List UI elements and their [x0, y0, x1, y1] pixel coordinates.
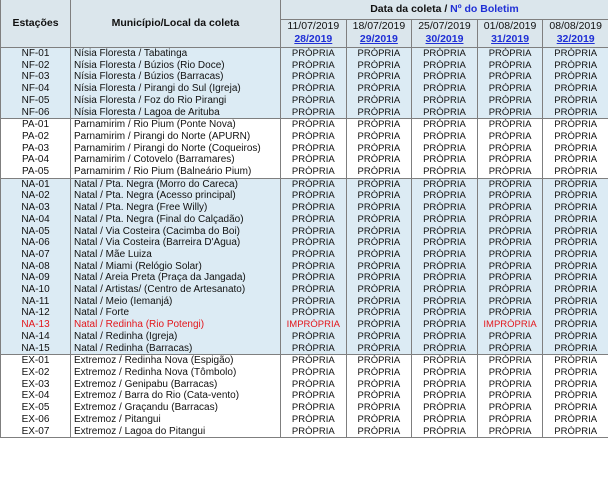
collection-location: Parnamirim / Rio Pium (Ponte Nova)	[71, 119, 281, 131]
status-cell: PRÓPRIA	[412, 343, 478, 355]
status-cell: PRÓPRIA	[543, 426, 608, 438]
status-cell: PRÓPRIA	[477, 237, 543, 249]
collection-location: Natal / Miami (Relógio Solar)	[71, 261, 281, 273]
table-row	[1, 414, 608, 426]
status-cell: PRÓPRIA	[543, 131, 608, 143]
status-cell: PRÓPRIA	[412, 426, 478, 438]
table-row	[1, 379, 608, 391]
status-cell: PRÓPRIA	[346, 390, 412, 402]
collection-location: Natal / Via Costeira (Barreira D'Água)	[71, 237, 281, 249]
table-row	[1, 237, 608, 249]
station-code: NA-10	[1, 284, 71, 296]
status-cell: PRÓPRIA	[346, 343, 412, 355]
status-cell: PRÓPRIA	[477, 48, 543, 60]
status-cell: PRÓPRIA	[477, 143, 543, 155]
table-row	[1, 402, 608, 414]
status-cell: PRÓPRIA	[346, 331, 412, 343]
status-cell: PRÓPRIA	[543, 60, 608, 72]
status-cell: PRÓPRIA	[346, 284, 412, 296]
date-label: Data da coleta /	[370, 2, 448, 15]
status-cell: PRÓPRIA	[477, 190, 543, 202]
collection-location: Parnamirim / Cotovelo (Barramares)	[71, 154, 281, 166]
status-cell: PRÓPRIA	[543, 390, 608, 402]
status-cell: PRÓPRIA	[543, 237, 608, 249]
status-cell: PRÓPRIA	[412, 367, 478, 379]
status-cell: PRÓPRIA	[412, 214, 478, 226]
status-cell: PRÓPRIA	[281, 284, 347, 296]
status-cell: PRÓPRIA	[412, 60, 478, 72]
status-cell: IMPRÓPRIA	[477, 319, 543, 331]
status-cell: PRÓPRIA	[346, 119, 412, 131]
status-cell: PRÓPRIA	[281, 307, 347, 319]
collection-location: Nísia Floresta / Tabatinga	[71, 48, 281, 60]
status-cell: PRÓPRIA	[543, 143, 608, 155]
status-cell: PRÓPRIA	[543, 414, 608, 426]
station-code: EX-02	[1, 367, 71, 379]
status-cell: PRÓPRIA	[346, 190, 412, 202]
table-row	[1, 249, 608, 261]
status-cell: PRÓPRIA	[281, 143, 347, 155]
status-cell: PRÓPRIA	[543, 95, 608, 107]
status-cell: PRÓPRIA	[412, 178, 478, 190]
status-cell: PRÓPRIA	[346, 48, 412, 60]
status-cell: PRÓPRIA	[412, 190, 478, 202]
status-cell: PRÓPRIA	[281, 261, 347, 273]
status-cell: PRÓPRIA	[543, 379, 608, 391]
status-cell: PRÓPRIA	[281, 202, 347, 214]
status-cell: PRÓPRIA	[412, 131, 478, 143]
station-code: PA-04	[1, 154, 71, 166]
table-row	[1, 355, 608, 367]
collection-location: Natal / Redinha (Igreja)	[71, 331, 281, 343]
table-row	[1, 331, 608, 343]
status-cell: PRÓPRIA	[281, 331, 347, 343]
table-row	[1, 390, 608, 402]
status-cell: PRÓPRIA	[346, 95, 412, 107]
status-cell: PRÓPRIA	[543, 154, 608, 166]
status-cell: PRÓPRIA	[346, 214, 412, 226]
table-row	[1, 226, 608, 238]
municipality-header: Município/Local da coleta	[71, 0, 281, 48]
status-cell: PRÓPRIA	[346, 83, 412, 95]
status-cell: PRÓPRIA	[412, 154, 478, 166]
collection-location: Natal / Areia Preta (Praça da Jangada)	[71, 272, 281, 284]
status-cell: PRÓPRIA	[543, 272, 608, 284]
status-cell: PRÓPRIA	[412, 261, 478, 273]
status-cell: PRÓPRIA	[346, 143, 412, 155]
status-cell: PRÓPRIA	[281, 119, 347, 131]
bulletin-link-2[interactable]: 29/2019	[346, 33, 412, 47]
status-cell: PRÓPRIA	[346, 131, 412, 143]
status-cell: PRÓPRIA	[281, 154, 347, 166]
collection-location: Extremoz / Pitangui	[71, 414, 281, 426]
status-cell: PRÓPRIA	[412, 272, 478, 284]
status-cell: PRÓPRIA	[281, 166, 347, 178]
collection-location: Natal / Pta. Negra (Morro do Careca)	[71, 178, 281, 190]
status-cell: PRÓPRIA	[477, 414, 543, 426]
status-cell: PRÓPRIA	[477, 426, 543, 438]
table-row	[1, 154, 608, 166]
bulletin-link-3[interactable]: 30/2019	[412, 33, 478, 47]
status-cell: PRÓPRIA	[543, 249, 608, 261]
status-cell: PRÓPRIA	[281, 367, 347, 379]
station-code: PA-03	[1, 143, 71, 155]
status-cell: PRÓPRIA	[412, 296, 478, 308]
status-cell: PRÓPRIA	[477, 296, 543, 308]
status-cell: PRÓPRIA	[477, 390, 543, 402]
status-cell: PRÓPRIA	[543, 214, 608, 226]
table-row	[1, 71, 608, 83]
station-code: NA-04	[1, 214, 71, 226]
station-code: NA-01	[1, 178, 71, 190]
status-cell: PRÓPRIA	[346, 166, 412, 178]
table-row	[1, 166, 608, 178]
status-cell: PRÓPRIA	[346, 414, 412, 426]
status-cell: PRÓPRIA	[346, 272, 412, 284]
status-cell: PRÓPRIA	[477, 249, 543, 261]
status-cell: PRÓPRIA	[346, 226, 412, 238]
status-cell: PRÓPRIA	[543, 319, 608, 331]
bulletin-label: Nº do Boletim	[450, 2, 519, 15]
collection-location: Extremoz / Lagoa do Pitangui	[71, 426, 281, 438]
station-code: PA-01	[1, 119, 71, 131]
status-cell: PRÓPRIA	[281, 249, 347, 261]
collection-location: Parnamirim / Pirangi do Norte (Coqueiros)	[71, 143, 281, 155]
status-cell: PRÓPRIA	[477, 402, 543, 414]
status-cell: PRÓPRIA	[346, 237, 412, 249]
status-cell: PRÓPRIA	[281, 414, 347, 426]
status-cell: PRÓPRIA	[412, 355, 478, 367]
status-cell: PRÓPRIA	[412, 119, 478, 131]
bulletin-link-1[interactable]: 28/2019	[281, 33, 347, 47]
table-row	[1, 119, 608, 131]
status-cell: PRÓPRIA	[281, 131, 347, 143]
status-cell: PRÓPRIA	[281, 272, 347, 284]
status-cell: PRÓPRIA	[346, 426, 412, 438]
station-code: NF-06	[1, 107, 71, 119]
table-row	[1, 296, 608, 308]
status-cell: PRÓPRIA	[346, 178, 412, 190]
status-cell: PRÓPRIA	[281, 60, 347, 72]
status-cell: PRÓPRIA	[477, 214, 543, 226]
status-cell: PRÓPRIA	[477, 83, 543, 95]
status-cell: PRÓPRIA	[543, 166, 608, 178]
status-cell: PRÓPRIA	[543, 119, 608, 131]
date-header-4: 01/08/2019	[477, 19, 543, 33]
station-code: EX-07	[1, 426, 71, 438]
station-code: PA-05	[1, 166, 71, 178]
station-code: EX-01	[1, 355, 71, 367]
status-cell: PRÓPRIA	[346, 296, 412, 308]
station-code: NA-12	[1, 307, 71, 319]
status-cell: PRÓPRIA	[412, 390, 478, 402]
status-cell: PRÓPRIA	[281, 379, 347, 391]
date-header-3: 25/07/2019	[412, 19, 478, 33]
status-cell: PRÓPRIA	[281, 390, 347, 402]
status-cell: PRÓPRIA	[412, 95, 478, 107]
station-code: NA-07	[1, 249, 71, 261]
status-cell: PRÓPRIA	[543, 226, 608, 238]
station-code: EX-05	[1, 402, 71, 414]
status-cell: PRÓPRIA	[412, 307, 478, 319]
status-cell: PRÓPRIA	[346, 367, 412, 379]
status-cell: PRÓPRIA	[543, 367, 608, 379]
table-body	[1, 48, 608, 438]
status-cell: PRÓPRIA	[543, 296, 608, 308]
status-cell: PRÓPRIA	[346, 402, 412, 414]
status-cell: PRÓPRIA	[543, 261, 608, 273]
station-code: NA-13	[1, 319, 71, 331]
collection-location: Extremoz / Redinha Nova (Tômbolo)	[71, 367, 281, 379]
status-cell: PRÓPRIA	[346, 261, 412, 273]
status-cell: PRÓPRIA	[346, 60, 412, 72]
status-cell: PRÓPRIA	[412, 414, 478, 426]
status-cell: PRÓPRIA	[346, 202, 412, 214]
stations-header: Estações	[1, 0, 71, 48]
status-cell: PRÓPRIA	[543, 48, 608, 60]
collection-location: Natal / Redinha (Barracas)	[71, 343, 281, 355]
status-cell: PRÓPRIA	[281, 83, 347, 95]
collection-location: Nísia Floresta / Búzios (Rio Doce)	[71, 60, 281, 72]
status-cell: PRÓPRIA	[412, 402, 478, 414]
status-cell: PRÓPRIA	[477, 166, 543, 178]
status-cell: PRÓPRIA	[543, 107, 608, 119]
status-cell: PRÓPRIA	[477, 131, 543, 143]
station-code: PA-02	[1, 131, 71, 143]
collection-location: Extremoz / Barra do Rio (Cata-vento)	[71, 390, 281, 402]
status-cell: PRÓPRIA	[412, 249, 478, 261]
collection-location: Parnamirim / Rio Pium (Balneário Pium)	[71, 166, 281, 178]
date-header-5: 08/08/2019	[543, 19, 608, 33]
status-cell: IMPRÓPRIA	[281, 319, 347, 331]
table-row	[1, 143, 608, 155]
status-cell: PRÓPRIA	[346, 307, 412, 319]
station-code: NA-15	[1, 343, 71, 355]
status-cell: PRÓPRIA	[281, 71, 347, 83]
table-row	[1, 319, 608, 331]
table-row	[1, 261, 608, 273]
station-code: NA-03	[1, 202, 71, 214]
status-cell: PRÓPRIA	[477, 307, 543, 319]
collection-location: Extremoz / Graçandu (Barracas)	[71, 402, 281, 414]
status-cell: PRÓPRIA	[543, 355, 608, 367]
table-row	[1, 426, 608, 438]
collection-location: Parnamirim / Pirangi do Norte (APURN)	[71, 131, 281, 143]
status-cell: PRÓPRIA	[543, 71, 608, 83]
status-cell: PRÓPRIA	[281, 226, 347, 238]
collection-location: Extremoz / Genipabu (Barracas)	[71, 379, 281, 391]
status-cell: PRÓPRIA	[477, 226, 543, 238]
table-row	[1, 284, 608, 296]
status-cell: PRÓPRIA	[412, 48, 478, 60]
status-cell: PRÓPRIA	[543, 178, 608, 190]
status-cell: PRÓPRIA	[346, 249, 412, 261]
table-row	[1, 178, 608, 190]
status-cell: PRÓPRIA	[281, 237, 347, 249]
station-code: EX-03	[1, 379, 71, 391]
table-row	[1, 107, 608, 119]
status-cell: PRÓPRIA	[477, 284, 543, 296]
station-code: NA-08	[1, 261, 71, 273]
status-cell: PRÓPRIA	[281, 178, 347, 190]
status-cell: PRÓPRIA	[477, 272, 543, 284]
collection-location: Natal / Artistas/ (Centro de Artesanato)	[71, 284, 281, 296]
status-cell: PRÓPRIA	[543, 331, 608, 343]
status-cell: PRÓPRIA	[412, 226, 478, 238]
collection-location: Nísia Floresta / Búzios (Barracas)	[71, 71, 281, 83]
status-cell: PRÓPRIA	[543, 343, 608, 355]
status-cell: PRÓPRIA	[346, 154, 412, 166]
station-code: NA-09	[1, 272, 71, 284]
status-cell: PRÓPRIA	[477, 331, 543, 343]
station-code: EX-04	[1, 390, 71, 402]
station-code: NA-05	[1, 226, 71, 238]
status-cell: PRÓPRIA	[477, 261, 543, 273]
status-cell: PRÓPRIA	[281, 95, 347, 107]
station-code: NA-14	[1, 331, 71, 343]
status-cell: PRÓPRIA	[412, 202, 478, 214]
collection-location: Natal / Pta. Negra (Final do Calçadão)	[71, 214, 281, 226]
bulletin-link-4[interactable]: 31/2019	[477, 33, 543, 47]
status-cell: PRÓPRIA	[281, 343, 347, 355]
station-code: NA-11	[1, 296, 71, 308]
status-cell: PRÓPRIA	[281, 402, 347, 414]
status-cell: PRÓPRIA	[412, 83, 478, 95]
status-cell: PRÓPRIA	[543, 202, 608, 214]
status-cell: PRÓPRIA	[477, 355, 543, 367]
collection-location: Natal / Forte	[71, 307, 281, 319]
status-cell: PRÓPRIA	[412, 331, 478, 343]
collection-location: Nísia Floresta / Lagoa de Arituba	[71, 107, 281, 119]
collection-location: Natal / Via Costeira (Cacimba do Boi)	[71, 226, 281, 238]
status-cell: PRÓPRIA	[281, 214, 347, 226]
status-cell: PRÓPRIA	[412, 143, 478, 155]
status-cell: PRÓPRIA	[412, 284, 478, 296]
status-cell: PRÓPRIA	[346, 107, 412, 119]
status-cell: PRÓPRIA	[346, 379, 412, 391]
station-code: EX-06	[1, 414, 71, 426]
collection-location: Nísia Floresta / Foz do Rio Pirangi	[71, 95, 281, 107]
status-cell: PRÓPRIA	[281, 296, 347, 308]
table-row	[1, 190, 608, 202]
status-cell: PRÓPRIA	[346, 71, 412, 83]
date-bulletin-header	[281, 0, 608, 19]
collection-location: Extremoz / Redinha Nova (Espigão)	[71, 355, 281, 367]
status-cell: PRÓPRIA	[477, 202, 543, 214]
table-row	[1, 131, 608, 143]
status-cell: PRÓPRIA	[543, 190, 608, 202]
status-cell: PRÓPRIA	[477, 343, 543, 355]
status-cell: PRÓPRIA	[477, 178, 543, 190]
table-row	[1, 214, 608, 226]
status-cell: PRÓPRIA	[281, 190, 347, 202]
status-cell: PRÓPRIA	[346, 355, 412, 367]
status-cell: PRÓPRIA	[412, 379, 478, 391]
collection-location: Natal / Redinha (Rio Potengi)	[71, 319, 281, 331]
station-code: NF-03	[1, 71, 71, 83]
table-row	[1, 343, 608, 355]
status-cell: PRÓPRIA	[477, 95, 543, 107]
table-row	[1, 83, 608, 95]
collection-location: Natal / Meio (Iemanjá)	[71, 296, 281, 308]
table-row	[1, 60, 608, 72]
status-cell: PRÓPRIA	[477, 71, 543, 83]
status-cell: PRÓPRIA	[477, 107, 543, 119]
collection-location: Natal / Mãe Luiza	[71, 249, 281, 261]
date-header-2: 18/07/2019	[346, 19, 412, 33]
collection-location: Natal / Pta. Negra (Acesso principal)	[71, 190, 281, 202]
status-cell: PRÓPRIA	[543, 284, 608, 296]
status-cell: PRÓPRIA	[281, 355, 347, 367]
station-code: NF-01	[1, 48, 71, 60]
status-cell: PRÓPRIA	[477, 379, 543, 391]
station-code: NF-02	[1, 60, 71, 72]
collection-location: Nísia Floresta / Pirangi do Sul (Igreja)	[71, 83, 281, 95]
table-row	[1, 272, 608, 284]
status-cell: PRÓPRIA	[412, 166, 478, 178]
station-code: NA-02	[1, 190, 71, 202]
status-cell: PRÓPRIA	[412, 71, 478, 83]
table-row	[1, 95, 608, 107]
station-code: NF-05	[1, 95, 71, 107]
status-cell: PRÓPRIA	[346, 319, 412, 331]
status-cell: PRÓPRIA	[412, 237, 478, 249]
table-row	[1, 48, 608, 60]
status-cell: PRÓPRIA	[412, 107, 478, 119]
table-row	[1, 367, 608, 379]
status-cell: PRÓPRIA	[281, 426, 347, 438]
collection-location: Natal / Pta. Negra (Free Willy)	[71, 202, 281, 214]
table-row	[1, 202, 608, 214]
status-cell: PRÓPRIA	[543, 402, 608, 414]
status-cell: PRÓPRIA	[543, 307, 608, 319]
table-row	[1, 307, 608, 319]
status-cell: PRÓPRIA	[543, 83, 608, 95]
bulletin-link-5[interactable]: 32/2019	[543, 33, 608, 47]
status-cell: PRÓPRIA	[477, 154, 543, 166]
status-cell: PRÓPRIA	[281, 107, 347, 119]
status-cell: PRÓPRIA	[477, 60, 543, 72]
status-cell: PRÓPRIA	[477, 367, 543, 379]
station-code: NA-06	[1, 237, 71, 249]
status-cell: PRÓPRIA	[412, 319, 478, 331]
status-cell: PRÓPRIA	[281, 48, 347, 60]
status-cell: PRÓPRIA	[477, 119, 543, 131]
station-code: NF-04	[1, 83, 71, 95]
date-header-1: 11/07/2019	[281, 19, 347, 33]
